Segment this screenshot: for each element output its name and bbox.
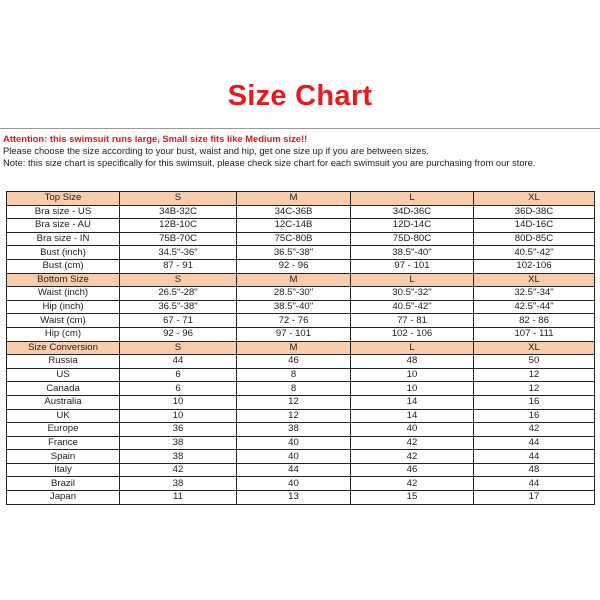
size-value-cell: 38.5"-40" (237, 300, 351, 314)
size-value-cell: 44 (120, 355, 237, 369)
size-value-cell: 48 (351, 355, 474, 369)
size-value-cell: 80D-85C (474, 232, 595, 246)
size-value-cell: 42 (351, 477, 474, 491)
row-label: Bra size - IN (7, 232, 120, 246)
table-row (7, 382, 595, 396)
size-value-cell: 67 - 71 (120, 314, 237, 328)
row-label: Bra size - AU (7, 219, 120, 233)
size-value-cell: 92 - 96 (120, 327, 237, 341)
size-value-cell: 34.5"-36" (120, 246, 237, 260)
row-label: Brazil (7, 477, 120, 491)
size-value-cell: 40 (237, 450, 351, 464)
size-value-cell: 38 (120, 477, 237, 491)
size-value-cell: 6 (120, 382, 237, 396)
size-column-header: S (120, 273, 237, 287)
size-value-cell: 13 (237, 491, 351, 505)
size-value-cell: 38.5"-40" (351, 246, 474, 260)
size-value-cell: 12 (237, 409, 351, 423)
size-value-cell: 82 - 86 (474, 314, 595, 328)
section-header-row (7, 341, 595, 355)
page-title: Size Chart (227, 80, 373, 112)
size-value-cell: 102-106 (474, 259, 595, 273)
table-row (7, 355, 595, 369)
table-row (7, 491, 595, 505)
row-label: UK (7, 409, 120, 423)
table-row (7, 463, 595, 477)
section-title: Top Size (7, 192, 120, 206)
size-value-cell: 28.5"-30" (237, 287, 351, 301)
size-value-cell: 40.5"-42" (474, 246, 595, 260)
row-label: Europe (7, 423, 120, 437)
chart-scope-note: Note: this size chart is specifically for this swimsuit, please check size chart for each swimsuit you are purchasing from our store. (3, 157, 536, 168)
size-value-cell: 97 - 101 (351, 259, 474, 273)
table-row (7, 259, 595, 273)
table-row (7, 423, 595, 437)
sizing-advice-note: Please choose the size according to your bust, waist and hip, get one size up if you are between sizes. (3, 145, 429, 156)
size-value-cell: 34D-36C (351, 205, 474, 219)
size-value-cell: 17 (474, 491, 595, 505)
size-value-cell: 8 (237, 382, 351, 396)
row-label: Bust (inch) (7, 246, 120, 260)
size-value-cell: 36D-38C (474, 205, 595, 219)
size-value-cell: 48 (474, 463, 595, 477)
size-value-cell: 75D-80C (351, 232, 474, 246)
size-value-cell: 107 - 111 (474, 327, 595, 341)
size-value-cell: 87 - 91 (120, 259, 237, 273)
size-value-cell: 15 (351, 491, 474, 505)
size-column-header: XL (474, 192, 595, 206)
size-column-header: S (120, 192, 237, 206)
size-column-header: S (120, 341, 237, 355)
row-label: Russia (7, 355, 120, 369)
size-value-cell: 14D-16C (474, 219, 595, 233)
size-value-cell: 11 (120, 491, 237, 505)
row-label: Hip (inch) (7, 300, 120, 314)
table-row (7, 395, 595, 409)
size-value-cell: 77 - 81 (351, 314, 474, 328)
size-value-cell: 44 (474, 477, 595, 491)
size-value-cell: 46 (237, 355, 351, 369)
row-label: Hip (cm) (7, 327, 120, 341)
size-value-cell: 97 - 101 (237, 327, 351, 341)
size-value-cell: 72 - 76 (237, 314, 351, 328)
size-value-cell: 16 (474, 395, 595, 409)
size-column-header: M (237, 192, 351, 206)
row-label: Waist (cm) (7, 314, 120, 328)
row-label: France (7, 436, 120, 450)
table-row (7, 450, 595, 464)
table-row (7, 232, 595, 246)
size-value-cell: 38 (237, 423, 351, 437)
size-value-cell: 12C-14B (237, 219, 351, 233)
size-value-cell: 40.5"-42" (351, 300, 474, 314)
size-value-cell: 36.5"-38" (120, 300, 237, 314)
size-value-cell: 16 (474, 409, 595, 423)
size-value-cell: 34B-32C (120, 205, 237, 219)
section-header-row (7, 273, 595, 287)
size-value-cell: 42 (351, 450, 474, 464)
size-value-cell: 40 (237, 436, 351, 450)
size-value-cell: 12 (474, 382, 595, 396)
table-row (7, 327, 595, 341)
table-row (7, 219, 595, 233)
size-value-cell: 38 (120, 436, 237, 450)
size-value-cell: 40 (351, 423, 474, 437)
section-title: Bottom Size (7, 273, 120, 287)
size-chart-table (6, 191, 595, 505)
size-value-cell: 44 (474, 436, 595, 450)
row-label: Italy (7, 463, 120, 477)
size-chart-body (7, 192, 595, 505)
size-value-cell: 26.5"-28" (120, 287, 237, 301)
size-value-cell: 102 - 106 (351, 327, 474, 341)
size-value-cell: 14 (351, 409, 474, 423)
size-value-cell: 10 (351, 368, 474, 382)
size-column-header: L (351, 192, 474, 206)
size-value-cell: 30.5"-32" (351, 287, 474, 301)
size-value-cell: 34C-36B (237, 205, 351, 219)
size-value-cell: 40 (237, 477, 351, 491)
size-value-cell: 14 (351, 395, 474, 409)
row-label: US (7, 368, 120, 382)
section-header-row (7, 192, 595, 206)
size-value-cell: 32.5"-34" (474, 287, 595, 301)
row-label: Bra size - US (7, 205, 120, 219)
table-row (7, 477, 595, 491)
attention-note: Attention: this swimsuit runs large, Small size fits like Medium size!! (3, 133, 308, 144)
size-column-header: M (237, 273, 351, 287)
table-row (7, 409, 595, 423)
size-value-cell: 42.5"-44" (474, 300, 595, 314)
table-row (7, 287, 595, 301)
section-title: Size Conversion (7, 341, 120, 355)
size-value-cell: 75B-70C (120, 232, 237, 246)
size-value-cell: 38 (120, 450, 237, 464)
table-row (7, 314, 595, 328)
table-row (7, 205, 595, 219)
table-row (7, 368, 595, 382)
size-column-header: L (351, 273, 474, 287)
size-value-cell: 12D-14C (351, 219, 474, 233)
row-label: Spain (7, 450, 120, 464)
row-label: Bust (cm) (7, 259, 120, 273)
notes-block (3, 133, 599, 169)
size-column-header: L (351, 341, 474, 355)
size-value-cell: 46 (351, 463, 474, 477)
row-label: Waist (inch) (7, 287, 120, 301)
row-label: Australia (7, 395, 120, 409)
size-value-cell: 6 (120, 368, 237, 382)
size-value-cell: 92 - 96 (237, 259, 351, 273)
size-value-cell: 42 (474, 423, 595, 437)
table-row (7, 436, 595, 450)
size-value-cell: 12B-10C (120, 219, 237, 233)
size-value-cell: 12 (474, 368, 595, 382)
divider (0, 128, 600, 129)
size-value-cell: 10 (120, 395, 237, 409)
size-value-cell: 50 (474, 355, 595, 369)
size-column-header: XL (474, 273, 595, 287)
size-value-cell: 44 (474, 450, 595, 464)
size-value-cell: 36 (120, 423, 237, 437)
table-row (7, 246, 595, 260)
table-row (7, 300, 595, 314)
size-value-cell: 42 (120, 463, 237, 477)
size-value-cell: 42 (351, 436, 474, 450)
size-value-cell: 10 (351, 382, 474, 396)
size-column-header: XL (474, 341, 595, 355)
size-value-cell: 10 (120, 409, 237, 423)
size-value-cell: 36.5"-38" (237, 246, 351, 260)
size-value-cell: 8 (237, 368, 351, 382)
size-column-header: M (237, 341, 351, 355)
row-label: Japan (7, 491, 120, 505)
size-value-cell: 44 (237, 463, 351, 477)
row-label: Canada (7, 382, 120, 396)
size-value-cell: 12 (237, 395, 351, 409)
size-value-cell: 75C-80B (237, 232, 351, 246)
